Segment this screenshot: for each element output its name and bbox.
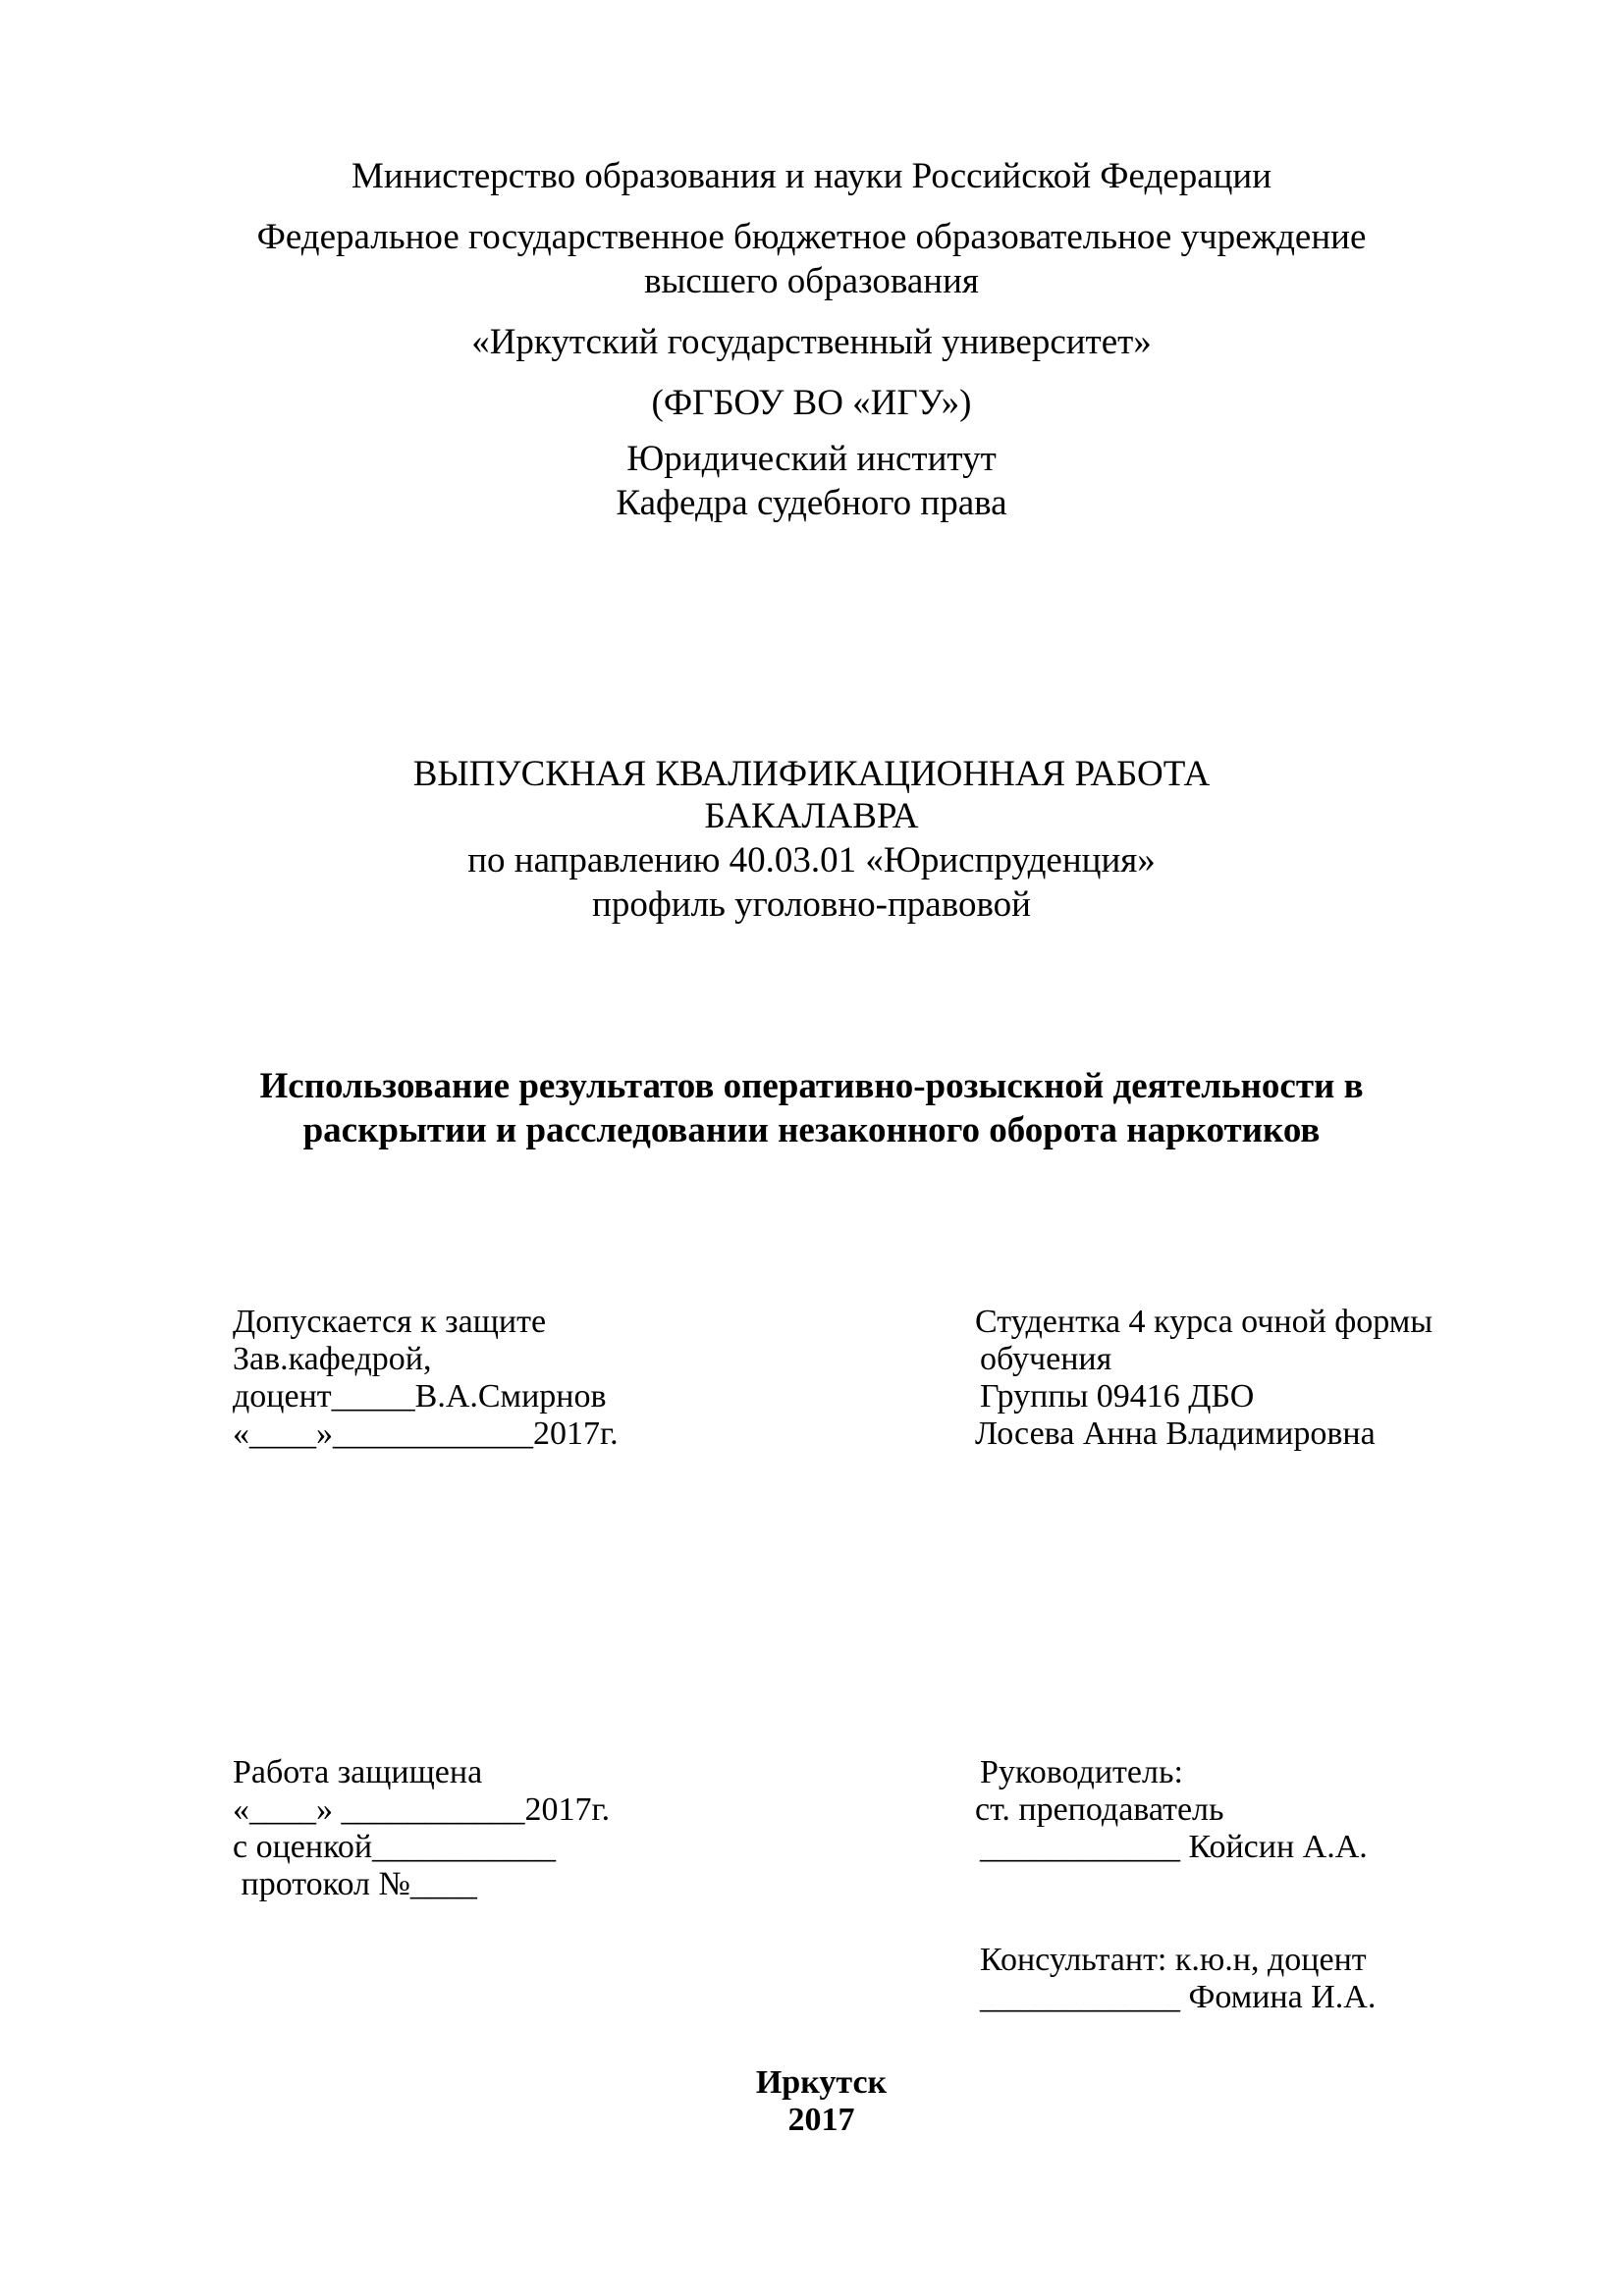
supervisor-line-2: ст. преподаватель xyxy=(975,1791,1224,1828)
admission-line-2: Зав.кафедрой, xyxy=(233,1341,432,1377)
defense-line-1: Работа защищена xyxy=(233,1754,483,1790)
thesis-title-line-2: раскрытии и расследовании незаконного оборота наркотиков xyxy=(302,1110,1321,1150)
student-line-1: Студентка 4 курса очной формы xyxy=(975,1304,1434,1340)
work-type-line-1: ВЫПУСКНАЯ КВАЛИФИКАЦИОННАЯ РАБОТА xyxy=(412,754,1211,794)
admission-line-4: «____»____________2017г. xyxy=(233,1415,619,1452)
defense-line-4: протокол №____ xyxy=(233,1866,477,1902)
student-line-3: Группы 09416 ДБО xyxy=(980,1378,1255,1415)
university-abbreviation: (ФГБОУ ВО «ИГУ») xyxy=(651,383,972,423)
defense-line-2: «____» ___________2017г. xyxy=(233,1791,611,1828)
work-type-line-2: БАКАЛАВРА xyxy=(704,796,919,836)
supervisor-line-3: ____________ Койсин А.А. xyxy=(980,1829,1368,1865)
direction-line: по направлению 40.03.01 «Юриспруденция» xyxy=(467,840,1156,881)
institution-line-2: высшего образования xyxy=(644,261,979,301)
profile-line: профиль уголовно-правовой xyxy=(592,884,1031,925)
consultant-line-2: ____________ Фомина И.А. xyxy=(980,1979,1377,2015)
department-name: Кафедра судебного права xyxy=(616,483,1007,523)
student-line-4: Лосева Анна Владимировна xyxy=(975,1415,1376,1452)
footer-city: Иркутск xyxy=(755,2064,888,2101)
supervisor-line-1: Руководитель: xyxy=(980,1754,1183,1790)
student-line-2: обучения xyxy=(980,1341,1112,1377)
university-name: «Иркутский государственный университет» xyxy=(471,322,1152,362)
institution-line-1: Федеральное государственное бюджетное образовательное учреждение xyxy=(256,217,1367,257)
consultant-line-1: Консультант: к.ю.н, доцент xyxy=(980,1942,1367,1978)
thesis-title-line-1: Использование результатов оперативно-розыскной деятельности в xyxy=(259,1066,1364,1106)
admission-line-1: Допускается к защите xyxy=(233,1304,547,1340)
admission-line-3: доцент_____В.А.Смирнов xyxy=(233,1378,607,1415)
defense-line-3: с оценкой___________ xyxy=(233,1829,557,1865)
footer-year: 2017 xyxy=(787,2102,855,2138)
ministry-line: Министерство образования и науки Российской Федерации xyxy=(351,156,1272,196)
institute-name: Юридический институт xyxy=(626,439,997,479)
